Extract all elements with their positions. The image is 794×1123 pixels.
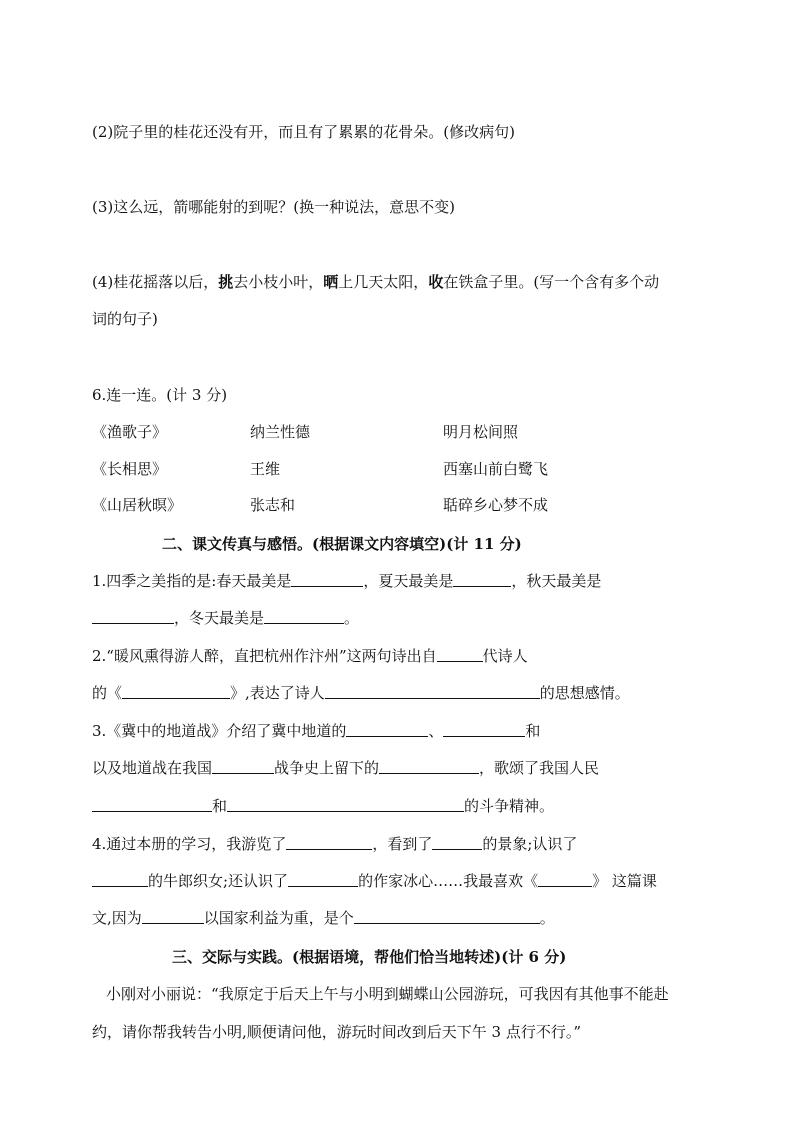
answer-blank[interactable] xyxy=(437,646,483,662)
q6-row xyxy=(0,421,794,443)
section3-paragraph-line1: 小刚对小丽说：“我原定于后天上午与小明到蝴蝶山公园游玩，可我因有其他事不能赴 xyxy=(106,985,669,1003)
text: 的思想感情。 xyxy=(539,684,630,702)
poem-title: 《山居秋暝》 xyxy=(92,496,183,514)
text: 的牛郎织女;还认识了 xyxy=(148,872,289,890)
section3-heading xyxy=(172,946,566,968)
answer-blank[interactable] xyxy=(291,571,363,587)
text: ，歌颂了我国人民 xyxy=(479,759,600,777)
answer-blank[interactable] xyxy=(288,871,358,887)
q5-item4 xyxy=(92,271,659,293)
text: 战争史上留下的 xyxy=(274,759,380,777)
s2-q3-line3 xyxy=(92,795,554,817)
text: 。 xyxy=(539,909,555,927)
q5-item4-part4: 在铁盒子里。(写一个含有多个动 xyxy=(443,273,660,291)
q5-verb-3: 收 xyxy=(428,273,444,291)
poem-title: 《渔歌子》 xyxy=(92,423,168,441)
text: 4.通过本册的学习，我游览了 xyxy=(92,835,287,853)
poet-name: 张志和 xyxy=(250,496,296,514)
poem-line: 聒碎乡心梦不成 xyxy=(443,496,549,514)
text: 和 xyxy=(525,722,541,740)
answer-blank[interactable] xyxy=(92,871,148,887)
s2-q2-line2 xyxy=(92,682,630,704)
poet-name: 纳兰性德 xyxy=(250,423,311,441)
answer-blank[interactable] xyxy=(538,871,592,887)
text: 的景象;认识了 xyxy=(482,835,578,853)
answer-blank[interactable] xyxy=(286,834,372,850)
answer-blank[interactable] xyxy=(379,758,479,774)
text: ，夏天最美是 xyxy=(363,572,454,590)
s2-q4-line1 xyxy=(92,833,577,855)
q6-title: 6.连一连。(计 3 分) xyxy=(92,386,228,404)
text: 1.四季之美指的是:春天最美是 xyxy=(92,572,292,590)
q5-item4-part3: 上几天太阳， xyxy=(338,273,429,291)
poet-name: 王维 xyxy=(250,460,281,478)
section3-score: (计 6 分) xyxy=(501,948,567,966)
answer-blank[interactable] xyxy=(142,908,204,924)
s2-q4-line3 xyxy=(92,907,555,929)
text: 的斗争精神。 xyxy=(464,797,555,815)
s2-q1-line1 xyxy=(92,570,601,592)
text: ，冬天最美是 xyxy=(174,609,265,627)
text: 》 这篇课 xyxy=(592,872,657,890)
answer-blank[interactable] xyxy=(432,834,482,850)
section2-score: (计 11 分) xyxy=(446,535,522,553)
answer-blank[interactable] xyxy=(354,908,540,924)
s2-q3-line2 xyxy=(92,757,599,779)
text: 、 xyxy=(428,722,444,740)
text: ，秋天最美是 xyxy=(511,572,602,590)
poem-line: 西塞山前白鹭飞 xyxy=(443,460,549,478)
s2-q1-line2 xyxy=(92,607,359,629)
answer-blank[interactable] xyxy=(325,683,540,699)
section3-subtitle: (根据语境，帮他们恰当地转述) xyxy=(292,948,502,966)
poem-title: 《长相思》 xyxy=(92,460,168,478)
text: 》,表达了诗人 xyxy=(230,684,325,702)
text: 以及地道战在我国 xyxy=(92,759,213,777)
text: 代诗人 xyxy=(482,647,528,665)
text: 文,因为 xyxy=(92,909,142,927)
text: 3.《冀中的地道战》介绍了冀中地道的 xyxy=(92,722,347,740)
s2-q2-line1 xyxy=(92,645,528,667)
s2-q3-line1 xyxy=(92,720,540,742)
text: 和 xyxy=(212,797,228,815)
answer-blank[interactable] xyxy=(92,796,212,812)
section3-title: 三、交际与实践。 xyxy=(172,948,293,966)
s2-q4-line2 xyxy=(92,870,657,892)
q5-item3: (3)这么远，箭哪能射的到呢？(换一种说法，意思不变) xyxy=(92,198,455,216)
answer-blank[interactable] xyxy=(443,721,525,737)
text: ，看到了 xyxy=(372,835,433,853)
answer-blank[interactable] xyxy=(122,683,230,699)
poem-line: 明月松间照 xyxy=(443,423,519,441)
q5-item4-part1: (4)桂花摇落以后， xyxy=(92,273,219,291)
q5-verb-1: 挑 xyxy=(218,273,234,291)
text: 以国家利益为重，是个 xyxy=(203,909,354,927)
text: 的《 xyxy=(92,684,123,702)
answer-blank[interactable] xyxy=(212,758,274,774)
section2-subtitle: (根据课文内容填空) xyxy=(312,535,447,553)
q5-verb-2: 晒 xyxy=(323,273,339,291)
answer-blank[interactable] xyxy=(227,796,464,812)
text: 。 xyxy=(344,609,360,627)
section3-paragraph-line2: 约，请你帮我转告小明,顺便请问他，游玩时间改到后天下午 3 点行不行。” xyxy=(92,1023,582,1041)
q5-item4-part2: 去小枝小叶， xyxy=(233,273,324,291)
q5-item4-line2: 词的句子) xyxy=(92,310,158,328)
section2-title: 二、课文传真与感悟。 xyxy=(162,535,313,553)
answer-blank[interactable] xyxy=(453,571,511,587)
text: 的作家冰心……我最喜欢《 xyxy=(358,872,539,890)
answer-blank[interactable] xyxy=(92,608,174,624)
q5-item2: (2)院子里的桂花还没有开，而且有了累累的花骨朵。(修改病句) xyxy=(92,123,515,141)
section2-heading xyxy=(162,533,522,555)
q6-row xyxy=(0,494,794,516)
q6-row xyxy=(0,458,794,480)
text: 2.“暖风熏得游人醉，直把杭州作汴州”这两句诗出自 xyxy=(92,647,437,665)
answer-blank[interactable] xyxy=(346,721,428,737)
answer-blank[interactable] xyxy=(264,608,344,624)
